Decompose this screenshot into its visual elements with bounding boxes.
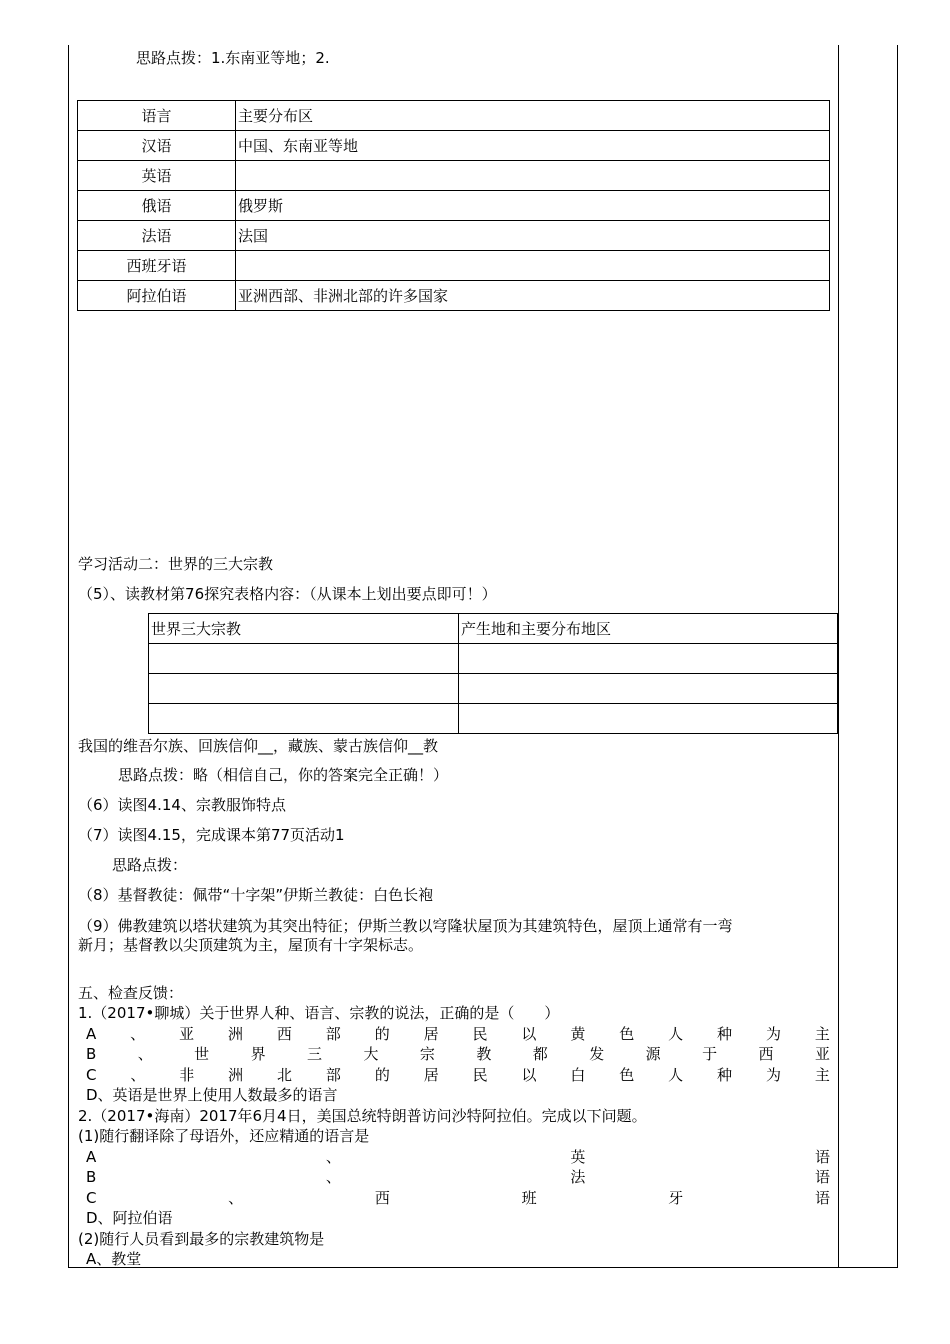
char: 西 <box>374 1189 390 1207</box>
char: 三 <box>307 1045 323 1063</box>
char: 西 <box>758 1045 774 1063</box>
char: 亚 <box>179 1025 195 1043</box>
hint-1: 思路点拨：1.东南亚等地；2. <box>136 49 330 67</box>
table-row <box>78 251 830 281</box>
cell: 俄语 <box>78 191 236 221</box>
char: 法 <box>570 1168 586 1186</box>
char: 民 <box>472 1025 488 1043</box>
exercise-1-option-b <box>86 1045 830 1063</box>
exercise-2-part-1: (1)随行翻译除了母语外，还应精通的语言是 <box>78 1127 370 1145</box>
hint-3: 思路点拨： <box>112 856 188 874</box>
question-9-line-2: 新月；基督教以尖顶建筑为主，屋顶有十字架标志。 <box>78 936 424 954</box>
char: 白 <box>570 1066 586 1084</box>
char: 、 <box>325 1168 341 1186</box>
cell <box>459 674 838 704</box>
char: 的 <box>374 1066 390 1084</box>
exercise-1-option-d: D、英语是世界上使用人数最多的语言 <box>86 1086 338 1104</box>
char: 主 <box>814 1066 830 1084</box>
column-divider <box>838 45 839 1268</box>
table-header-row <box>149 614 838 644</box>
table-row <box>78 161 830 191</box>
char: 发 <box>589 1045 605 1063</box>
char: 大 <box>363 1045 379 1063</box>
char: 亚 <box>814 1045 830 1063</box>
char: 部 <box>325 1066 341 1084</box>
question-8: （8）基督教徒：佩带“十字架”伊斯兰教徒：白色长袍 <box>78 886 434 904</box>
table-row <box>149 644 838 674</box>
char: C <box>86 1066 97 1084</box>
char: 、 <box>228 1189 244 1207</box>
char: 源 <box>645 1045 661 1063</box>
table-row <box>149 674 838 704</box>
exercise-2-1-option-d: D、阿拉伯语 <box>86 1209 173 1227</box>
cell <box>459 644 838 674</box>
table-row <box>78 191 830 221</box>
char: 黄 <box>570 1025 586 1043</box>
char: B <box>86 1045 97 1063</box>
char: 英 <box>570 1148 586 1166</box>
table-header-row <box>78 101 830 131</box>
char: 世 <box>194 1045 210 1063</box>
cell: 阿拉伯语 <box>78 281 236 311</box>
char: 主 <box>814 1025 830 1043</box>
char: 非 <box>179 1066 195 1084</box>
cell: 俄罗斯 <box>236 191 830 221</box>
exercise-2: 2.（2017•海南）2017年6月4日，美国总统特朗普访问沙特阿拉伯。完成以下问题。 <box>78 1107 647 1125</box>
exercise-1-option-c <box>86 1066 830 1084</box>
hint-2: 思路点拨：略（相信自己，你的答案完全正确！） <box>118 766 449 784</box>
char: 宗 <box>419 1045 435 1063</box>
header-cell: 语言 <box>78 101 236 131</box>
char: 、 <box>130 1025 146 1043</box>
exercise-2-part-2: (2)随行人员看到最多的宗教建筑物是 <box>78 1230 325 1248</box>
cell <box>149 674 459 704</box>
char: 居 <box>423 1025 439 1043</box>
cell: 中国、东南亚等地 <box>236 131 830 161</box>
char: 都 <box>532 1045 548 1063</box>
question-9-line-1: （9）佛教建筑以塔状建筑为其突出特征；伊斯兰教以穹隆状屋顶为其建筑特色，屋顶上通常有一弯 <box>78 917 733 935</box>
char: 色 <box>619 1025 635 1043</box>
cell <box>459 704 838 734</box>
question-6: （6）读图4.14、宗教服饰特点 <box>78 796 286 814</box>
exercise-1-option-a <box>86 1025 830 1043</box>
char: 语 <box>814 1189 830 1207</box>
table-row <box>149 704 838 734</box>
char: 、 <box>137 1045 153 1063</box>
language-table <box>77 100 830 311</box>
char: 语 <box>814 1168 830 1186</box>
char: B <box>86 1168 97 1186</box>
char: 、 <box>325 1148 341 1166</box>
header-cell: 产生地和主要分布地区 <box>459 614 838 644</box>
cell <box>149 644 459 674</box>
cell: 英语 <box>78 161 236 191</box>
char: 洲 <box>227 1025 243 1043</box>
cell <box>236 161 830 191</box>
cell: 亚洲西部、非洲北部的许多国家 <box>236 281 830 311</box>
char: 西 <box>276 1025 292 1043</box>
header-cell: 主要分布区 <box>236 101 830 131</box>
char: 部 <box>325 1025 341 1043</box>
header-cell: 世界三大宗教 <box>149 614 459 644</box>
cell: 法国 <box>236 221 830 251</box>
char: A <box>86 1148 97 1166</box>
char: 于 <box>702 1045 718 1063</box>
cell: 汉语 <box>78 131 236 161</box>
char: 人 <box>668 1066 684 1084</box>
char: 班 <box>521 1189 537 1207</box>
char: 人 <box>668 1025 684 1043</box>
table-row <box>78 131 830 161</box>
char: 为 <box>765 1066 781 1084</box>
table-row <box>78 221 830 251</box>
exercise-2-1-option-c <box>86 1189 830 1207</box>
char: 语 <box>814 1148 830 1166</box>
exercise-2-1-option-b <box>86 1168 830 1186</box>
minority-religion-text: 我国的维吾尔族、回族信仰__，藏族、蒙古族信仰__教 <box>78 737 439 755</box>
religion-table <box>148 613 838 734</box>
char: 种 <box>717 1025 733 1043</box>
table-row <box>78 281 830 311</box>
cell <box>149 704 459 734</box>
cell: 西班牙语 <box>78 251 236 281</box>
cell: 法语 <box>78 221 236 251</box>
section-5-title: 五、检查反馈： <box>78 984 184 1002</box>
char: 为 <box>765 1025 781 1043</box>
char: 界 <box>250 1045 266 1063</box>
activity-2-title: 学习活动二：世界的三大宗教 <box>78 555 274 573</box>
char: A <box>86 1025 97 1043</box>
char: 洲 <box>228 1066 244 1084</box>
char: 居 <box>423 1066 439 1084</box>
char: 北 <box>277 1066 293 1084</box>
char: 以 <box>521 1025 537 1043</box>
cell <box>236 251 830 281</box>
exercise-1: 1.（2017•聊城）关于世界人种、语言、宗教的说法，正确的是（ ） <box>78 1004 560 1022</box>
question-5: （5）、读教材第76探究表格内容：（从课本上划出要点即可！） <box>78 585 497 603</box>
question-7: （7）读图4.15，完成课本第77页活动1 <box>78 826 345 844</box>
exercise-2-1-option-a <box>86 1148 830 1166</box>
exercise-2-2-option-a: A、教堂 <box>86 1250 142 1268</box>
char: 色 <box>619 1066 635 1084</box>
char: 民 <box>472 1066 488 1084</box>
char: C <box>86 1189 97 1207</box>
char: 、 <box>130 1066 146 1084</box>
char: 种 <box>717 1066 733 1084</box>
char: 的 <box>374 1025 390 1043</box>
char: 牙 <box>668 1189 684 1207</box>
char: 以 <box>521 1066 537 1084</box>
char: 教 <box>476 1045 492 1063</box>
